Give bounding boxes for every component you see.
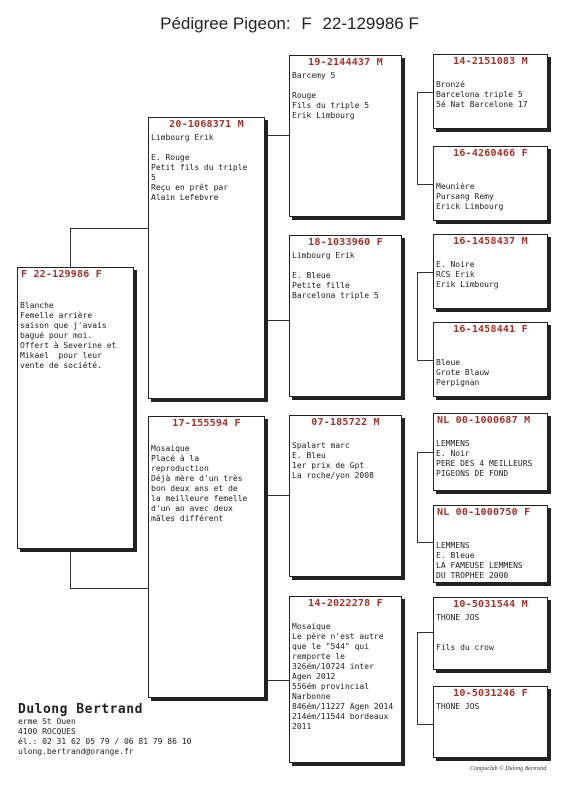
breeder-street: erme St Ouen xyxy=(18,717,76,726)
page-title xyxy=(0,14,579,34)
connector-line xyxy=(265,680,289,681)
pigeon-notes: Bleue Grote Blauw Perpignan xyxy=(436,358,489,387)
ring-number: 18-1033960 F xyxy=(308,237,383,248)
connector-line xyxy=(70,228,148,229)
ring-number: 10-5031544 M xyxy=(453,599,528,610)
breeder-phone: él.: 02 31 62 05 79 / 06 81 79 86 10 xyxy=(18,737,192,746)
ring-number: 16-1458441 F xyxy=(453,324,528,335)
ring-number: 16-1458437 M xyxy=(453,236,528,247)
ring-number: 10-5031246 F xyxy=(453,688,528,699)
ring-number: 07-185722 M xyxy=(311,417,380,428)
ring-number: F 22-129986 F xyxy=(21,269,102,280)
pigeon-card-mff xyxy=(433,413,548,491)
pigeon-notes: Mosaique Le père n'est autre que le "544" qui remporte le 326ém/10724 inter Agen 2012 556ém provincial Narbonne 846ém/11227 Agen 2014 214ém/11544 bordeaux 2011 xyxy=(292,622,394,731)
breeder-email: ulong.bertrand@orange.fr xyxy=(18,747,134,756)
pigeon-notes: THONE JOS xyxy=(436,702,480,711)
pigeon-notes: Barcemy 5 Rouge Fils du triple 5 Erik Limbourg xyxy=(292,71,370,120)
pigeon-card-ff xyxy=(289,55,402,217)
connector-line xyxy=(70,588,148,589)
ring-number: 14-2151083 M xyxy=(453,56,528,67)
footer-credit: Compuclub © Dulong Bertrand xyxy=(470,766,547,772)
pigeon-card-fmm xyxy=(433,322,548,397)
breeder-city: 4100 ROCQUES xyxy=(18,727,76,736)
connector-line xyxy=(265,135,266,320)
ring-number: NL 00-1000687 M xyxy=(437,415,531,426)
pigeon-card-mmm xyxy=(433,686,548,758)
connector-line xyxy=(417,184,433,185)
pigeon-notes: Bronzé Barcelona triple 5 5é Nat Barcelone 17 xyxy=(436,80,528,109)
pigeon-card-subject xyxy=(17,267,134,549)
connector-line xyxy=(417,272,418,360)
pigeon-notes: Limbourg Erik E. Bleue Petite fille Barcelona triple 5 xyxy=(292,251,379,300)
pigeon-card-father xyxy=(148,117,265,399)
pigeon-notes: Limbourg Erik E. Rouge Petit fils du triple 5 Reçu en prêt par Alain Lefebvre xyxy=(151,133,248,202)
connector-line xyxy=(417,452,433,453)
pigeon-card-mother xyxy=(148,416,265,698)
connector-line xyxy=(417,272,433,273)
connector-line xyxy=(417,92,433,93)
connector-line xyxy=(417,632,418,724)
connector-line xyxy=(417,724,433,725)
title-prefix: Pédigree Pigeon: xyxy=(160,14,291,33)
pigeon-notes: LEMMENS E. Noir PERE DES 4 MEILLEURS PIGEONS DE FOND xyxy=(436,439,533,478)
connector-line xyxy=(70,548,71,588)
connector-line xyxy=(417,452,418,542)
connector-line xyxy=(417,360,433,361)
ring-number: 20-1068371 M xyxy=(169,119,244,130)
title-sex: F xyxy=(301,14,312,33)
breeder-contact xyxy=(18,702,191,757)
pigeon-notes: THONE JOS Fils du crow xyxy=(436,613,494,652)
connector-line xyxy=(417,92,418,184)
connector-line xyxy=(417,632,433,633)
connector-line xyxy=(70,228,71,268)
pigeon-notes: Mosaique Placé à la reproduction Déjà mère d'un très bon deux ans et de la meilleure femelle d'un an avec deux mâles différent xyxy=(151,444,248,523)
pigeon-card-fmf xyxy=(433,234,548,309)
ring-number: 14-2022278 F xyxy=(308,598,383,609)
title-ring: 22-129986 F xyxy=(322,14,419,33)
pigeon-card-mmf xyxy=(433,597,548,670)
pigeon-notes: Meunière Pursang Remy Erick Limbourg xyxy=(436,182,504,211)
pigeon-notes: E. Noire RCS Erik Erik Limbourg xyxy=(436,260,499,289)
pigeon-card-ffm xyxy=(433,146,548,221)
pigeon-card-fff xyxy=(433,54,548,129)
pigeon-card-mfm xyxy=(433,505,548,583)
pigeon-card-fm xyxy=(289,235,402,397)
pigeon-notes: LEMMENS E. Bleue LA FAMEUSE LEMMENS DU TROPHEE 2000 xyxy=(436,541,523,580)
breeder-name: Dulong Bertrand xyxy=(18,702,143,717)
ring-number: 17-155594 F xyxy=(172,418,241,429)
pigeon-card-mm xyxy=(289,596,402,763)
ring-number: 16-4260466 F xyxy=(453,148,528,159)
connector-line xyxy=(265,135,289,136)
connector-line xyxy=(265,495,289,496)
ring-number: NL 00-1000750 F xyxy=(437,507,531,518)
connector-line xyxy=(265,495,266,680)
pigeon-card-mf xyxy=(289,415,402,577)
connector-line xyxy=(417,542,433,543)
pigeon-notes: Spalart marc E. Bleu 1er prix de Gpt La roche/yon 2008 xyxy=(292,441,374,480)
ring-number: 19-2144437 M xyxy=(308,57,383,68)
connector-line xyxy=(265,320,289,321)
pigeon-notes: Blanche Femelle arrière saison que j'avais bagué pour moi. Offert à Severine et Mikael pour leur vente de société. xyxy=(20,301,117,370)
